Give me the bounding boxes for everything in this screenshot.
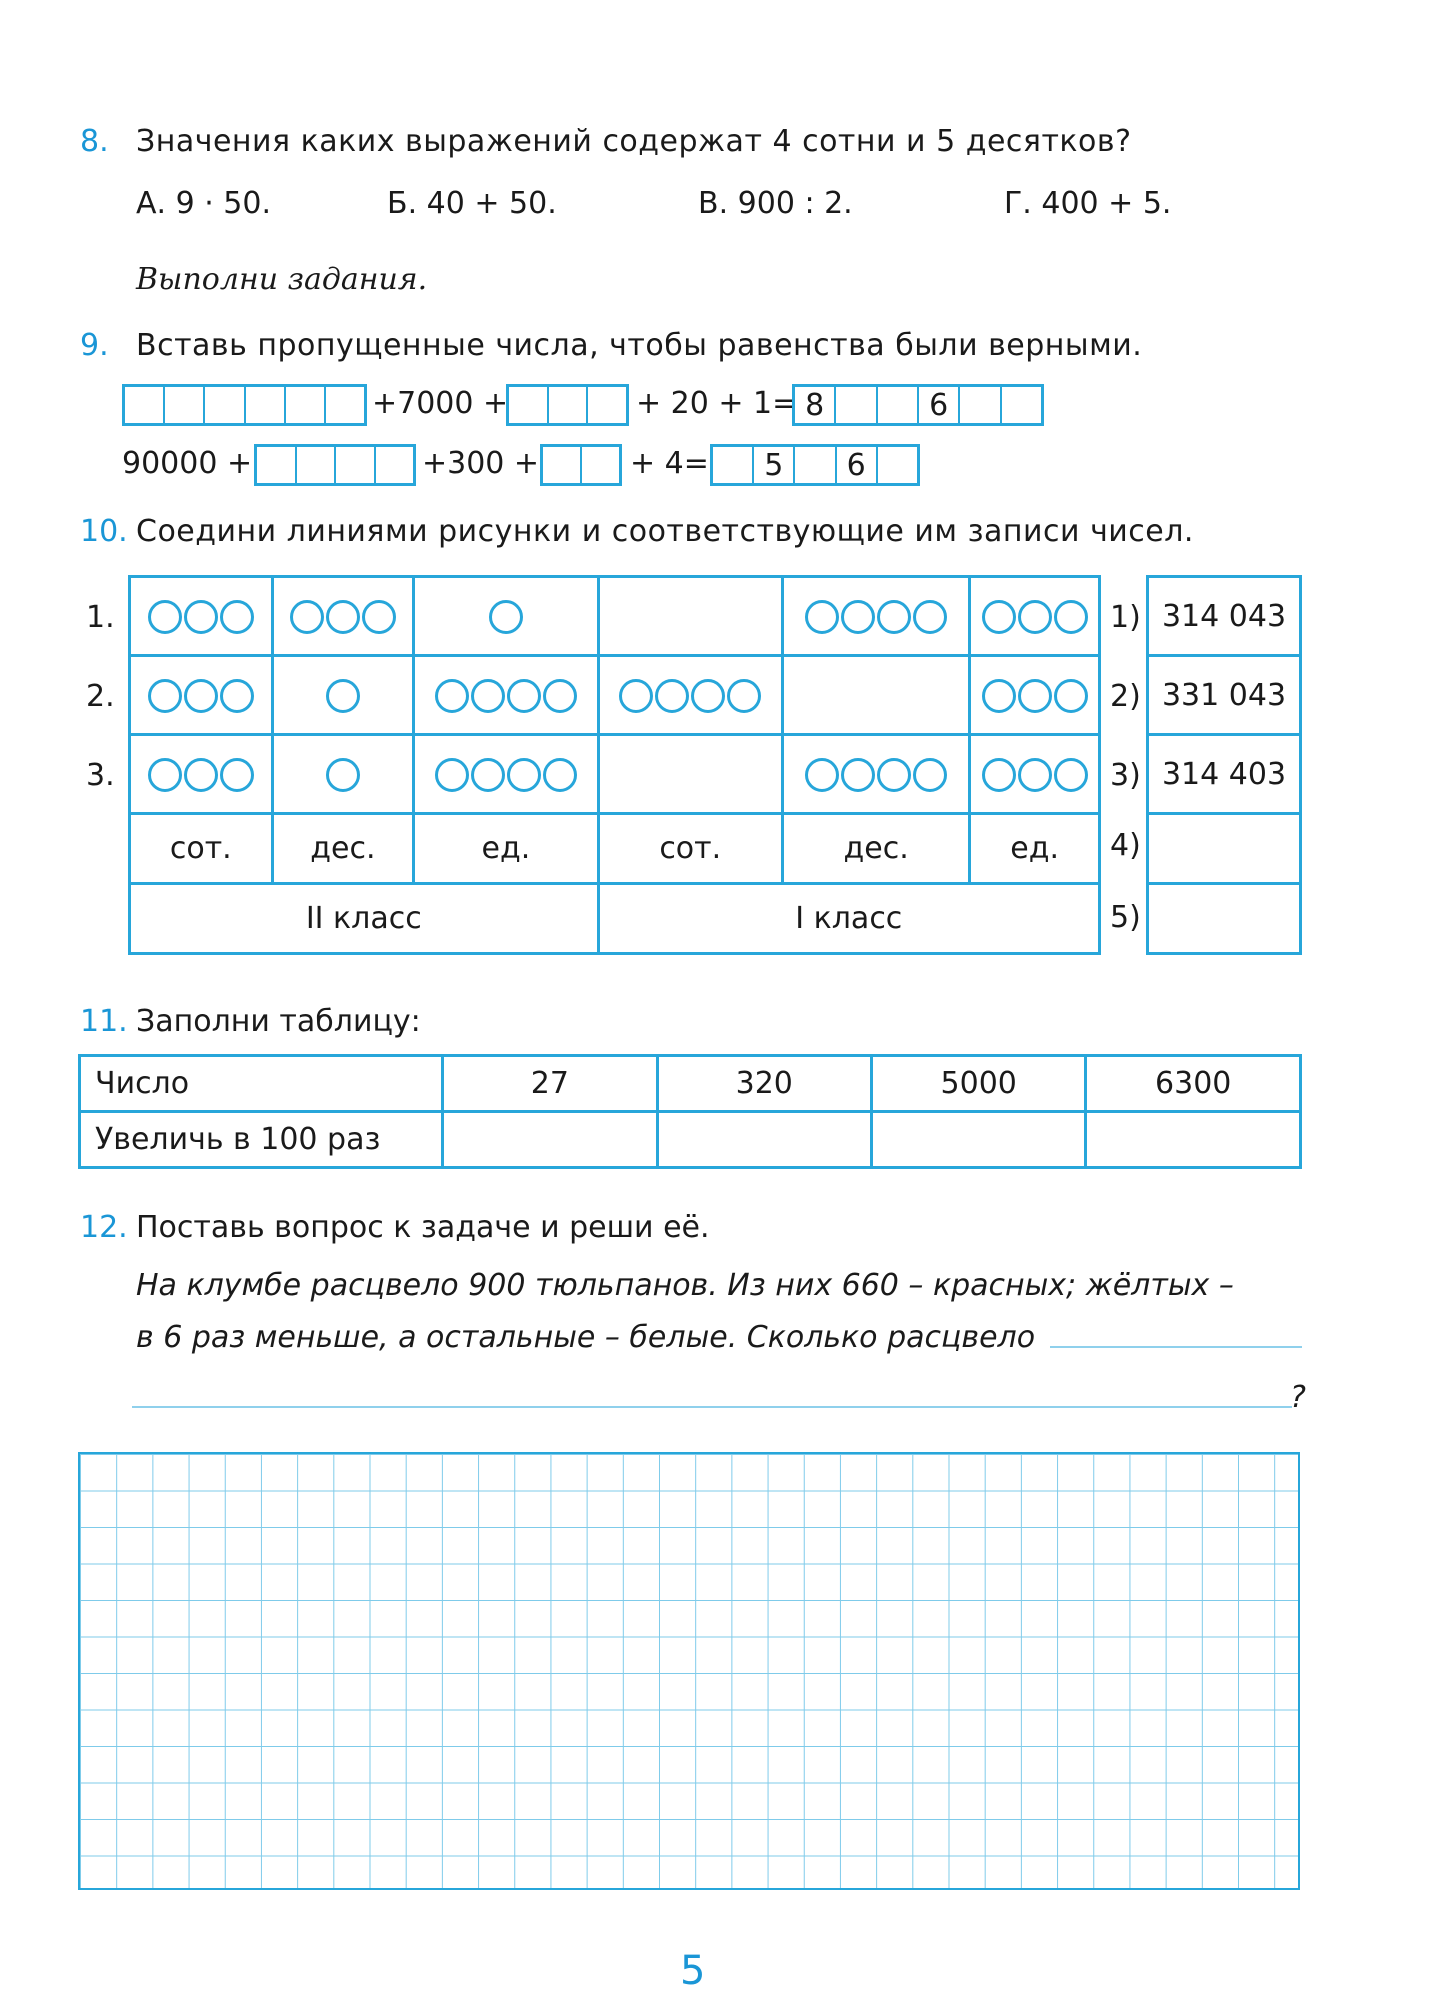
eq1-answer-digit[interactable] (878, 387, 919, 423)
counter-circle (220, 758, 254, 792)
counter-circle (184, 758, 218, 792)
circle-cell (970, 656, 1100, 735)
col-header: сот. (598, 814, 782, 884)
result-cell[interactable] (1086, 1112, 1301, 1168)
answer-cell[interactable]: 314 403 (1148, 735, 1301, 814)
task9-number: 9. (80, 328, 109, 363)
circle-cell (414, 577, 598, 656)
task10-row-label: 2. (86, 679, 115, 714)
eq1-blank-2[interactable] (506, 384, 629, 426)
eq2-answer-digit[interactable]: 5 (754, 447, 795, 483)
eq1-answer-digit[interactable]: 8 (795, 387, 836, 423)
answer-cell[interactable] (1148, 884, 1301, 954)
counter-circle (471, 758, 505, 792)
task11-number: 11. (80, 1004, 128, 1039)
eq1-plus7000: +7000 + (372, 386, 509, 421)
answer-label: 4) (1110, 828, 1141, 863)
circle-cell (970, 577, 1100, 656)
counter-circle (290, 600, 324, 634)
counter-circle (841, 758, 875, 792)
task12-text-line2: в 6 раз меньше, а остальные – белые. Сколько расцвело (136, 1320, 1036, 1355)
eq2-plus4: + 4= (630, 446, 709, 481)
question-mark: ? (1290, 1380, 1306, 1415)
counter-circle (435, 679, 469, 713)
eq1-answer-digit[interactable]: 6 (919, 387, 960, 423)
counter-circle (913, 758, 947, 792)
counter-circle (489, 600, 523, 634)
counter-circle (1018, 679, 1052, 713)
circle-cell (414, 656, 598, 735)
col-header: ед. (414, 814, 598, 884)
counter-circle (1054, 758, 1088, 792)
counter-circle (619, 679, 653, 713)
circle-cell (970, 735, 1100, 814)
task12-text-line1: На клумбе расцвело 900 тюльпанов. Из них 660 – красных; жёлтых – (136, 1268, 1234, 1303)
pv-row-3 (130, 735, 1100, 814)
eq2-blank-2[interactable] (540, 444, 622, 486)
task8-number: 8. (80, 124, 109, 159)
eq2-answer-digit[interactable] (878, 447, 917, 483)
counter-circle (543, 679, 577, 713)
result-cell[interactable] (871, 1112, 1086, 1168)
counter-circle (841, 600, 875, 634)
eq2-blank-1[interactable] (254, 444, 416, 486)
task9-question: Вставь пропущенные числа, чтобы равенства были верными. (136, 328, 1143, 363)
counter-circle (184, 600, 218, 634)
row-label-multiply: Увеличь в 100 раз (80, 1112, 443, 1168)
result-cell[interactable] (657, 1112, 871, 1168)
pv-row-2 (130, 656, 1100, 735)
circle-cell (598, 735, 782, 814)
task12-question: Поставь вопрос к задаче и реши её. (136, 1210, 710, 1245)
task10-row-label: 3. (86, 758, 115, 793)
page-number: 5 (680, 1948, 706, 1994)
class-label: I класс (598, 884, 1099, 954)
result-cell[interactable] (443, 1112, 657, 1168)
answer-cell[interactable]: 314 043 (1148, 577, 1301, 656)
counter-circle (326, 758, 360, 792)
counter-circle (507, 679, 541, 713)
eq2-answer-digit[interactable] (713, 447, 754, 483)
task8-option-c: В. 900 : 2. (698, 186, 853, 221)
value-cell: 6300 (1086, 1056, 1301, 1112)
class-label: II класс (130, 884, 599, 954)
task8-option-b: Б. 40 + 50. (387, 186, 557, 221)
circle-cell (782, 577, 969, 656)
answer-label: 3) (1110, 758, 1141, 793)
task8-option-a: А. 9 · 50. (136, 186, 271, 221)
pv-row-1 (130, 577, 1100, 656)
eq1-answer[interactable] (792, 384, 1044, 426)
counter-circle (805, 600, 839, 634)
counter-circle (326, 679, 360, 713)
counter-circle (877, 758, 911, 792)
task10-question: Соедини линиями рисунки и соответствующие им записи чисел. (136, 514, 1194, 549)
eq1-answer-digit[interactable] (1002, 387, 1041, 423)
task12-number: 12. (80, 1210, 128, 1245)
counter-circle (913, 600, 947, 634)
eq2-start: 90000 + (122, 446, 253, 481)
answer-label: 2) (1110, 679, 1141, 714)
col-header: ед. (970, 814, 1100, 884)
graph-paper-area[interactable] (78, 1452, 1300, 1890)
eq2-answer[interactable] (710, 444, 920, 486)
counter-circle (148, 758, 182, 792)
question-fill-line-1[interactable] (1050, 1346, 1302, 1348)
circle-cell (130, 735, 273, 814)
counter-circle (362, 600, 396, 634)
circle-cell (272, 577, 414, 656)
value-cell: 5000 (871, 1056, 1086, 1112)
counter-circle (691, 679, 725, 713)
answer-label: 5) (1110, 900, 1141, 935)
eq1-plus20: + 20 + 1= (636, 386, 798, 421)
task10-row-label: 1. (86, 600, 115, 635)
circle-cell (272, 656, 414, 735)
task8-option-d: Г. 400 + 5. (1004, 186, 1172, 221)
circle-cell (130, 577, 273, 656)
task8-question: Значения каких выражений содержат 4 сотни и 5 десятков? (136, 124, 1132, 159)
counter-circle (220, 679, 254, 713)
col-header: дес. (782, 814, 969, 884)
task11-question: Заполни таблицу: (136, 1004, 421, 1039)
circle-cell (130, 656, 273, 735)
circle-cell (782, 735, 969, 814)
counter-circle (220, 600, 254, 634)
circle-cell (272, 735, 414, 814)
counter-circle (727, 679, 761, 713)
answer-label: 1) (1110, 600, 1141, 635)
counter-circle (507, 758, 541, 792)
col-header: сот. (130, 814, 273, 884)
counter-circle (1018, 600, 1052, 634)
instruction: Выполни задания. (136, 262, 428, 297)
answer-table (1146, 575, 1302, 955)
task10-number: 10. (80, 514, 128, 549)
answer-cell[interactable]: 331 043 (1148, 656, 1301, 735)
row-label-number: Число (80, 1056, 443, 1112)
value-cell: 27 (443, 1056, 657, 1112)
question-fill-line-2[interactable] (132, 1406, 1292, 1408)
eq2-answer-digit[interactable] (795, 447, 836, 483)
circle-cell (598, 656, 782, 735)
counter-circle (148, 679, 182, 713)
counter-circle (326, 600, 360, 634)
counter-circle (877, 600, 911, 634)
counter-circle (471, 679, 505, 713)
eq1-blank-1[interactable] (122, 384, 367, 426)
circle-cell (598, 577, 782, 656)
counter-circle (805, 758, 839, 792)
eq2-plus300: +300 + (422, 446, 540, 481)
counter-circle (982, 600, 1016, 634)
multiply-table (78, 1054, 1302, 1169)
pv-header-row (130, 814, 1100, 884)
answer-cell[interactable] (1148, 814, 1301, 884)
col-header: дес. (272, 814, 414, 884)
counter-circle (435, 758, 469, 792)
counter-circle (982, 758, 1016, 792)
counter-circle (1018, 758, 1052, 792)
circle-cell (782, 656, 969, 735)
circle-cell (414, 735, 598, 814)
eq1-answer-digit[interactable] (960, 387, 1001, 423)
counter-circle (1054, 600, 1088, 634)
counter-circle (655, 679, 689, 713)
counter-circle (982, 679, 1016, 713)
counter-circle (1054, 679, 1088, 713)
eq2-answer-digit[interactable]: 6 (837, 447, 878, 483)
place-value-table (128, 575, 1101, 955)
counter-circle (184, 679, 218, 713)
counter-circle (148, 600, 182, 634)
eq1-answer-digit[interactable] (836, 387, 877, 423)
pv-class-row (130, 884, 1100, 954)
value-cell: 320 (657, 1056, 871, 1112)
counter-circle (543, 758, 577, 792)
